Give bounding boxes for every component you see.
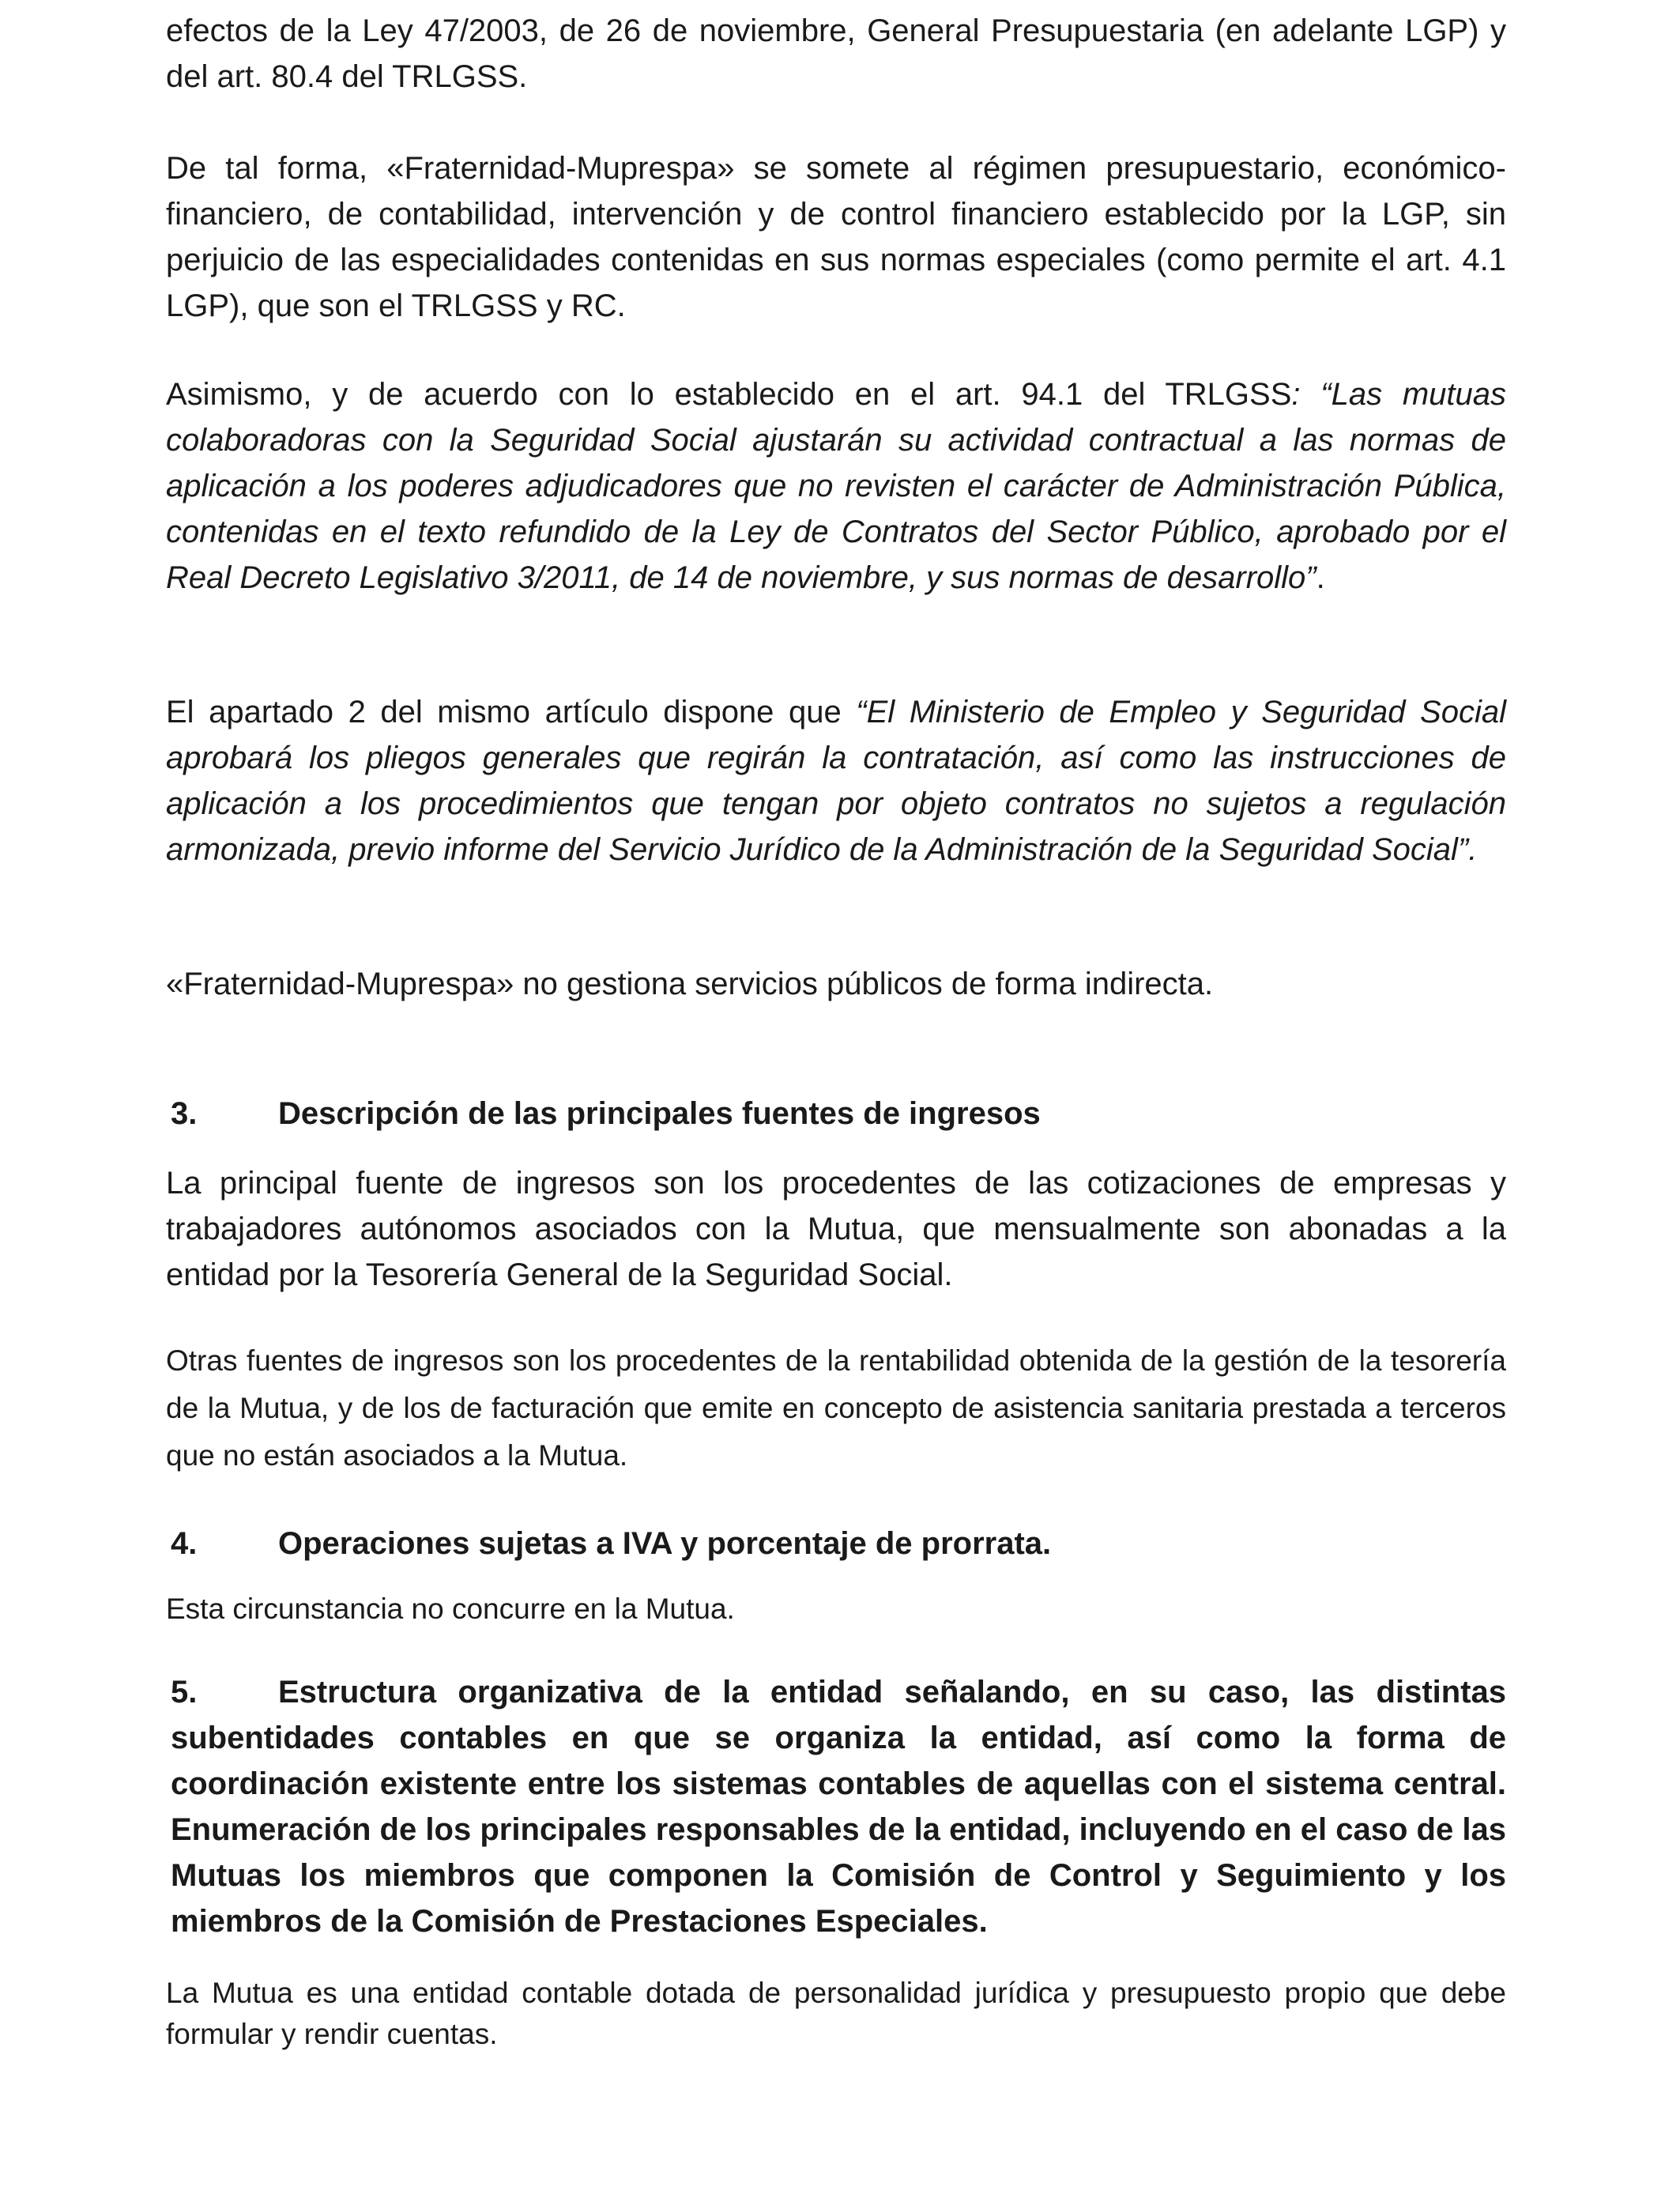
- apartado-lead-text: El apartado 2 del mismo artículo dispone que: [166, 695, 857, 729]
- section-3-paragraph-2: Otras fuentes de ingresos son los procedentes de la rentabilidad obtenida de la gestión de la tesorería de la Mutua, y de los de facturación que emite en concepto de asistencia sanitaria prestada a terceros que no están asociados a la Mutua.: [166, 1344, 1506, 1472]
- section-4-heading: [171, 1521, 1506, 1566]
- asimismo-end-text: .: [1316, 560, 1325, 595]
- apartado-quote-text: “El Ministerio de Empleo y Seguridad Social aprobará los pliegos generales que regirán la contratación, así como las instrucciones de aplicación a los procedimientos que tengan por objeto contratos no sujetos a regulación armonizada, previo informe del Servicio Jurídico de la Administración de la Seguridad Social”.: [166, 695, 1506, 867]
- paragraph-asimismo: [166, 371, 1506, 601]
- section-3-title: Descripción de las principales fuentes de ingresos: [278, 1096, 1041, 1131]
- section-3-paragraph-1: La principal fuente de ingresos son los procedentes de las cotizaciones de empresas y trabajadores autónomos asociados con la Mutua, que mensualmente son abonadas a la entidad por la Tesorería General de la Seguridad Social.: [166, 1166, 1506, 1292]
- section-3-number: 3.: [171, 1096, 198, 1131]
- paragraph-apartado: [166, 689, 1506, 873]
- paragraph-no-gestiona: «Fraternidad-Muprespa» no gestiona servicios públicos de forma indirecta.: [166, 967, 1214, 1001]
- section-4-paragraph-1: Esta circunstancia no concurre en la Mutua.: [166, 1593, 735, 1625]
- asimismo-lead-text: Asimismo, y de acuerdo con lo establecido en el art. 94.1 del TRLGSS: [166, 377, 1292, 412]
- section-5-number: 5.: [171, 1675, 198, 1710]
- paragraph-intro-tail: efectos de la Ley 47/2003, de 26 de noviembre, General Presupuestaria (en adelante LGP) y del art. 80.4 del TRLGSS.: [166, 13, 1506, 94]
- section-4-number: 4.: [171, 1526, 198, 1561]
- asimismo-quote-text: : “Las mutuas colaboradoras con la Seguridad Social ajustarán su actividad contractual a las normas de aplicación a los poderes adjudicadores que no revisten el carácter de Administración Pública, contenidas en el texto refundido de la Ley de Contratos del Sector Público, aprobado por el Real Decreto Legislativo 3/2011, de 14 de noviembre, y sus normas de desarrollo”: [166, 377, 1506, 595]
- section-5-paragraph-1: La Mutua es una entidad contable dotada de personalidad jurídica y presupuesto propio que debe formular y rendir cuentas.: [166, 1977, 1506, 2050]
- section-4-title: Operaciones sujetas a IVA y porcentaje de prorrata.: [278, 1526, 1052, 1561]
- section-3-heading: [171, 1091, 1506, 1137]
- section-5-title: Estructura organizativa de la entidad señalando, en su caso, las distintas subentidades contables en que se organiza la entidad, así como la forma de coordinación existente entre los sistemas contables de aquellas con el sistema central. Enumeración de los principales responsables de la entidad, incluyendo en el caso de las Mutuas los miembros que componen la Comisión de Control y Seguimiento y los miembros de la Comisión de Prestaciones Especiales.: [171, 1675, 1506, 1939]
- section-5-heading: [171, 1669, 1506, 1944]
- paragraph-regimen: De tal forma, «Fraternidad-Muprespa» se somete al régimen presupuestario, económico-financiero, de contabilidad, intervención y de control financiero establecido por la LGP, sin perjuicio de las especialidades contenidas en sus normas especiales (como permite el art. 4.1 LGP), que son el TRLGSS y RC.: [166, 151, 1506, 323]
